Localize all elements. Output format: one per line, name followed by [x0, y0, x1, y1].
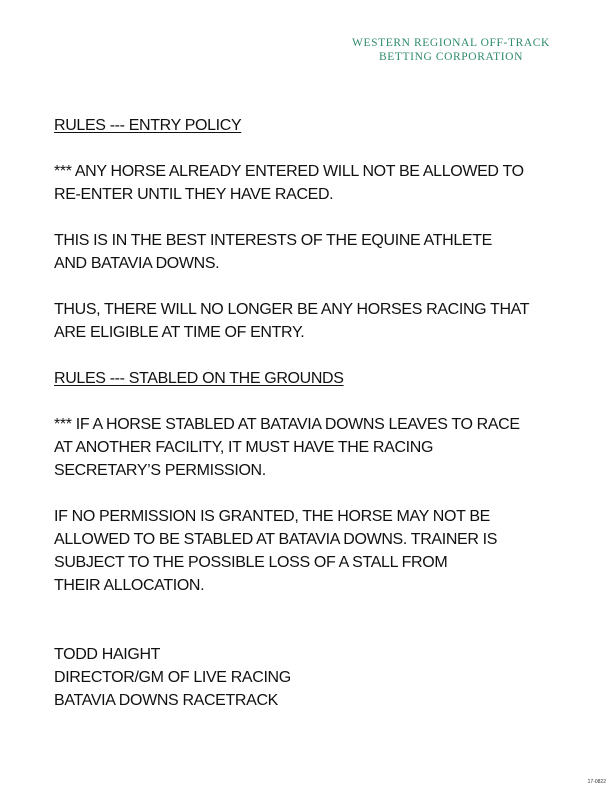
signatory-title: DIRECTOR/GM OF LIVE RACING [54, 669, 291, 686]
paragraph-line: SUBJECT TO THE POSSIBLE LOSS OF A STALL FROM [54, 554, 448, 571]
signature-block [54, 643, 574, 712]
paragraph-line: IF NO PERMISSION IS GRANTED, THE HORSE MAY NOT BE [54, 508, 490, 525]
entry-policy-section [54, 114, 574, 344]
stabled-grounds-paragraph-2 [54, 505, 574, 597]
org-name-line-2: BETTING CORPORATION [379, 51, 523, 63]
entry-policy-paragraph-3 [54, 298, 574, 344]
stabled-grounds-heading: RULES --- STABLED ON THE GROUNDS [54, 370, 344, 387]
signatory-name: TODD HAIGHT [54, 646, 161, 663]
organization-header [336, 36, 566, 64]
entry-policy-paragraph-1 [54, 160, 574, 206]
paragraph-line: ARE ELIGIBLE AT TIME OF ENTRY. [54, 324, 305, 341]
paragraph-line: AT ANOTHER FACILITY, IT MUST HAVE THE RACING [54, 439, 434, 456]
signatory-organization: BATAVIA DOWNS RACETRACK [54, 692, 278, 709]
paragraph-line: THEIR ALLOCATION. [54, 577, 205, 594]
paragraph-line: AND BATAVIA DOWNS. [54, 255, 220, 272]
paragraph-line: *** ANY HORSE ALREADY ENTERED WILL NOT BE ALLOWED TO [54, 163, 524, 180]
entry-policy-paragraph-2 [54, 229, 574, 275]
paragraph-line: *** IF A HORSE STABLED AT BATAVIA DOWNS LEAVES TO RACE [54, 416, 520, 433]
paragraph-line: THUS, THERE WILL NO LONGER BE ANY HORSES RACING THAT [54, 301, 530, 318]
paragraph-line: ALLOWED TO BE STABLED AT BATAVIA DOWNS. TRAINER IS [54, 531, 498, 548]
paragraph-line: THIS IS IN THE BEST INTERESTS OF THE EQUINE ATHLETE [54, 232, 492, 249]
entry-policy-heading: RULES --- ENTRY POLICY [54, 117, 242, 134]
stabled-grounds-section [54, 367, 574, 597]
org-name-line-1: WESTERN REGIONAL OFF-TRACK [352, 37, 550, 49]
paragraph-line: RE-ENTER UNTIL THEY HAVE RACED. [54, 186, 334, 203]
document-body [54, 114, 574, 712]
paragraph-line: SECRETARY’S PERMISSION. [54, 462, 266, 479]
document-code: 17-0822 [587, 779, 606, 785]
stabled-grounds-paragraph-1 [54, 413, 574, 482]
